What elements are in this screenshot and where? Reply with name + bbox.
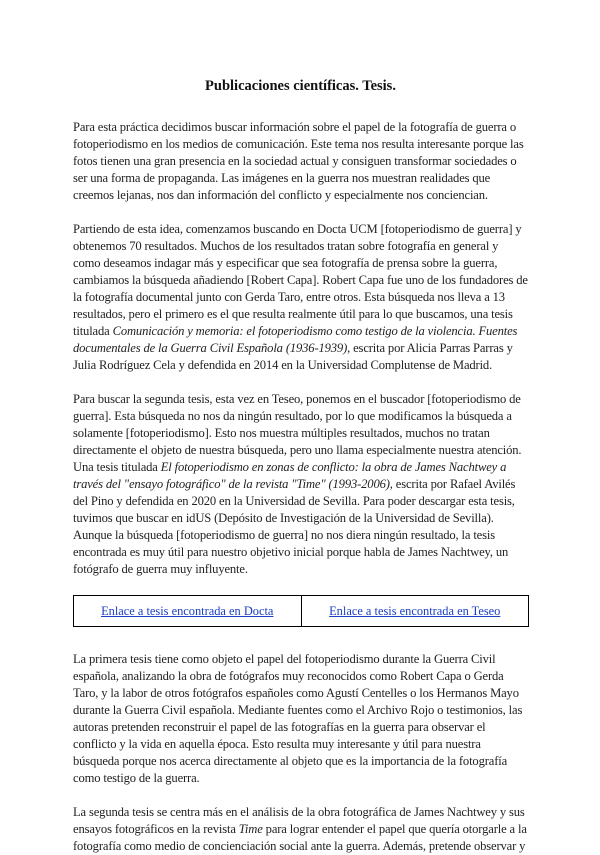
paragraph-docta-text-a: Partiendo de esta idea, comenzamos buscando en Docta UCM [fotoperiodismo de guerra] y obtenemos 70 resultados. Muchos de los resultados tratan sobre fotografía en general y como deseamos indagar más y especificar que sea fotografía de prensa sobre la guerra, cambiamos la búsqueda añadiendo [Robert Capa]. Robert Capa fue uno de los fundadores de la fotografía documental junto con Gerda Taro, entre otros. Esta búsqueda nos lleva a 13 resultados, pero el primero es el que resulta realmente útil para lo que buscamos, una tesis titulada — [73, 222, 528, 338]
thesis-title-docta: Comunicación y memoria: el fotoperiodismo como testigo de la violencia. Fuentes documentales de la Guerra Civil Española (1936-1939) — [73, 324, 518, 355]
paragraph-first-thesis: La primera tesis tiene como objeto el papel del fotoperiodismo durante la Guerra Civil española, analizando la obra de fotógrafos muy reconocidos como Robert Capa o Gerda Taro, y la labor de otros fotógrafos españoles como Agustí Centelles o los Hermanos Mayo durante la Guerra Civil española. Mediante fuentes como el Archivo Rojo o testimonios, las autoras pretenden reconstruir el papel de las fotografías en la guerra para observar el conflicto y la vida en aquella época. Esto resulta muy interesante y útil para nuestra búsqueda porque nos acerca directamente al objeto que es la importancia de la fotografía como testigo de la guerra. — [73, 652, 523, 785]
paragraph-docta-text-b: , escrita por Alicia Parras Parras y Julia Rodríguez Cela y defendida en 2014 en la Universidad Complutense de Madrid. — [73, 341, 513, 372]
paragraph-second-text-b: para lograr entender el papel que quería otorgarle a la fotografía como medio de concienciación social ante la guerra. Además, pretende observar y — [73, 822, 527, 853]
link-docta-thesis[interactable]: Enlace a tesis encontrada en Docta — [101, 603, 274, 618]
document-title: Publicaciones científicas. Tesis. — [205, 78, 396, 94]
links-cell-docta — [74, 596, 302, 627]
paragraph-second-text-a: La segunda tesis se centra más en el análisis de la obra fotográfica de James Nachtwey y sus ensayos fotográficos en la revista — [73, 805, 525, 836]
links-row — [74, 596, 529, 627]
paragraph-second-thesis — [73, 804, 528, 855]
paragraph-teseo-text-b: , escrita por Rafael Avilés del Pino y defendida en 2020 en la Universidad de Sevilla. Para poder descargar esta tesis, tuvimos que buscar en idUS (Depósito de Investigación de la Universidad de Sevilla). Aunque la búsqueda [fotoperiodismo de guerra] no nos diera ningún resultado, la tesis encontrada es muy útil para nuestro objetivo inicial porque habla de James Nachtwey, un fotógrafo de guerra muy influyente. — [73, 477, 516, 576]
paragraph-intro: Para esta práctica decidimos buscar información sobre el papel de la fotografía de guerra o fotoperiodismo en los medios de comunicación. Este tema nos resulta interesante porque las fotos tienen una gran presencia en la sociedad actual y consiguen transformar sociedades o ser una forma de propaganda. Las imágenes en la guerra nos muestran realidades que creemos lejanas, nos dan información del conflicto y especialmente nos conciencian. — [73, 120, 524, 202]
paragraph-teseo-text-a: Para buscar la segunda tesis, esta vez en Teseo, ponemos en el buscador [fotoperiodismo de guerra]. Esta búsqueda no nos da ningún resultado, por lo que modificamos la búsqueda a solamente [fotoperiodismo]. Esto nos muestra múltiples resultados, muchos no tratan directamente el objeto de nuestra búsqueda, pero uno llama especialmente nuestra atención. Una tesis titulada — [73, 392, 522, 474]
link-teseo-thesis[interactable]: Enlace a tesis encontrada en Teseo — [329, 603, 501, 618]
paragraph-teseo-search — [73, 391, 528, 578]
paragraph-docta-search — [73, 221, 528, 374]
links-cell-teseo — [301, 596, 529, 627]
thesis-title-teseo: El fotoperiodismo en zonas de conflicto: la obra de James Nachtwey a través del "ensayo fotográfico" de la revista "Time" (1993-2006) — [73, 460, 507, 491]
magazine-name: Time — [238, 822, 263, 836]
links-table — [73, 595, 529, 627]
